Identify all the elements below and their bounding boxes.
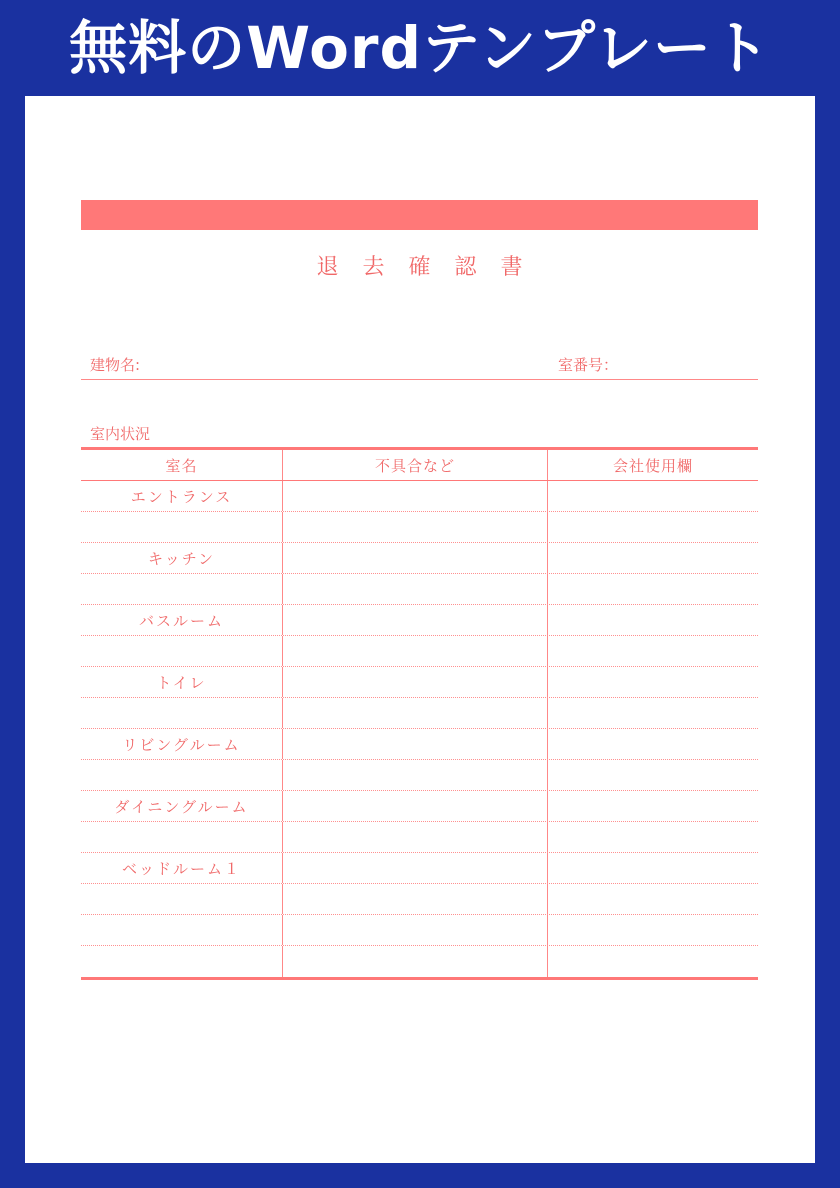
room-name-cell [81, 698, 283, 728]
defects-cell [283, 543, 548, 573]
company-use-cell [548, 574, 758, 604]
table-row [81, 605, 758, 636]
banner-title: 無料のWordテンプレート [69, 14, 771, 82]
company-use-cell [548, 698, 758, 728]
defects-cell [283, 853, 548, 883]
document-page [25, 96, 815, 1163]
room-number-label: 室番号： [558, 356, 619, 374]
section-label-room-condition: 室内状況 [90, 425, 151, 443]
defects-cell [283, 884, 548, 914]
header-defects: 不具合など [283, 450, 548, 480]
company-use-cell [548, 667, 758, 697]
room-name-cell [81, 884, 283, 914]
document-title: 退去確認書 [316, 255, 547, 280]
room-name-cell: バスルーム [81, 605, 283, 635]
defects-cell [283, 791, 548, 821]
table-row [81, 574, 758, 605]
company-use-cell [548, 605, 758, 635]
company-use-cell [548, 760, 758, 790]
company-use-cell [548, 481, 758, 511]
defects-cell [283, 605, 548, 635]
defects-cell [283, 481, 548, 511]
table-row [81, 822, 758, 853]
table-row [81, 915, 758, 946]
defects-cell [283, 512, 548, 542]
table-row [81, 853, 758, 884]
company-use-cell [548, 729, 758, 759]
table-row [81, 791, 758, 822]
room-name-cell: ダイニングルーム [81, 791, 283, 821]
room-name-cell [81, 636, 283, 666]
table-row [81, 760, 758, 791]
room-name-cell [81, 512, 283, 542]
defects-cell [283, 729, 548, 759]
room-name-cell: エントランス [81, 481, 283, 511]
room-name-cell [81, 574, 283, 604]
defects-cell [283, 574, 548, 604]
company-use-cell [548, 915, 758, 945]
room-name-cell [81, 822, 283, 852]
defects-cell [283, 946, 548, 977]
template-banner [0, 0, 840, 96]
room-name-cell [81, 946, 283, 977]
defects-cell [283, 822, 548, 852]
table-row [81, 884, 758, 915]
field-underline [81, 379, 758, 380]
defects-cell [283, 636, 548, 666]
company-use-cell [548, 791, 758, 821]
room-condition-table [81, 447, 758, 980]
defects-cell [283, 667, 548, 697]
company-use-cell [548, 853, 758, 883]
room-name-cell: リビングルーム [81, 729, 283, 759]
defects-cell [283, 760, 548, 790]
company-use-cell [548, 512, 758, 542]
table-row [81, 946, 758, 977]
table-row [81, 481, 758, 512]
table-row [81, 636, 758, 667]
company-use-cell [548, 822, 758, 852]
table-row [81, 512, 758, 543]
company-use-cell [548, 636, 758, 666]
header-company-use: 会社使用欄 [612, 456, 693, 475]
header-room-name: 室名 [81, 450, 283, 480]
company-use-cell [548, 884, 758, 914]
header-accent-bar [81, 200, 758, 230]
defects-cell [283, 915, 548, 945]
table-row [81, 543, 758, 574]
table-row [81, 729, 758, 760]
room-name-cell: キッチン [81, 543, 283, 573]
building-name-label: 建物名: [90, 356, 141, 374]
company-use-cell [548, 543, 758, 573]
company-use-cell [548, 946, 758, 977]
table-row [81, 698, 758, 729]
room-name-cell: トイレ [81, 667, 283, 697]
table-row [81, 667, 758, 698]
room-name-cell [81, 915, 283, 945]
room-name-cell: ベッドルーム１ [81, 853, 283, 883]
table-header-row [81, 450, 758, 481]
defects-cell [283, 698, 548, 728]
room-name-cell [81, 760, 283, 790]
table-body [81, 481, 758, 977]
